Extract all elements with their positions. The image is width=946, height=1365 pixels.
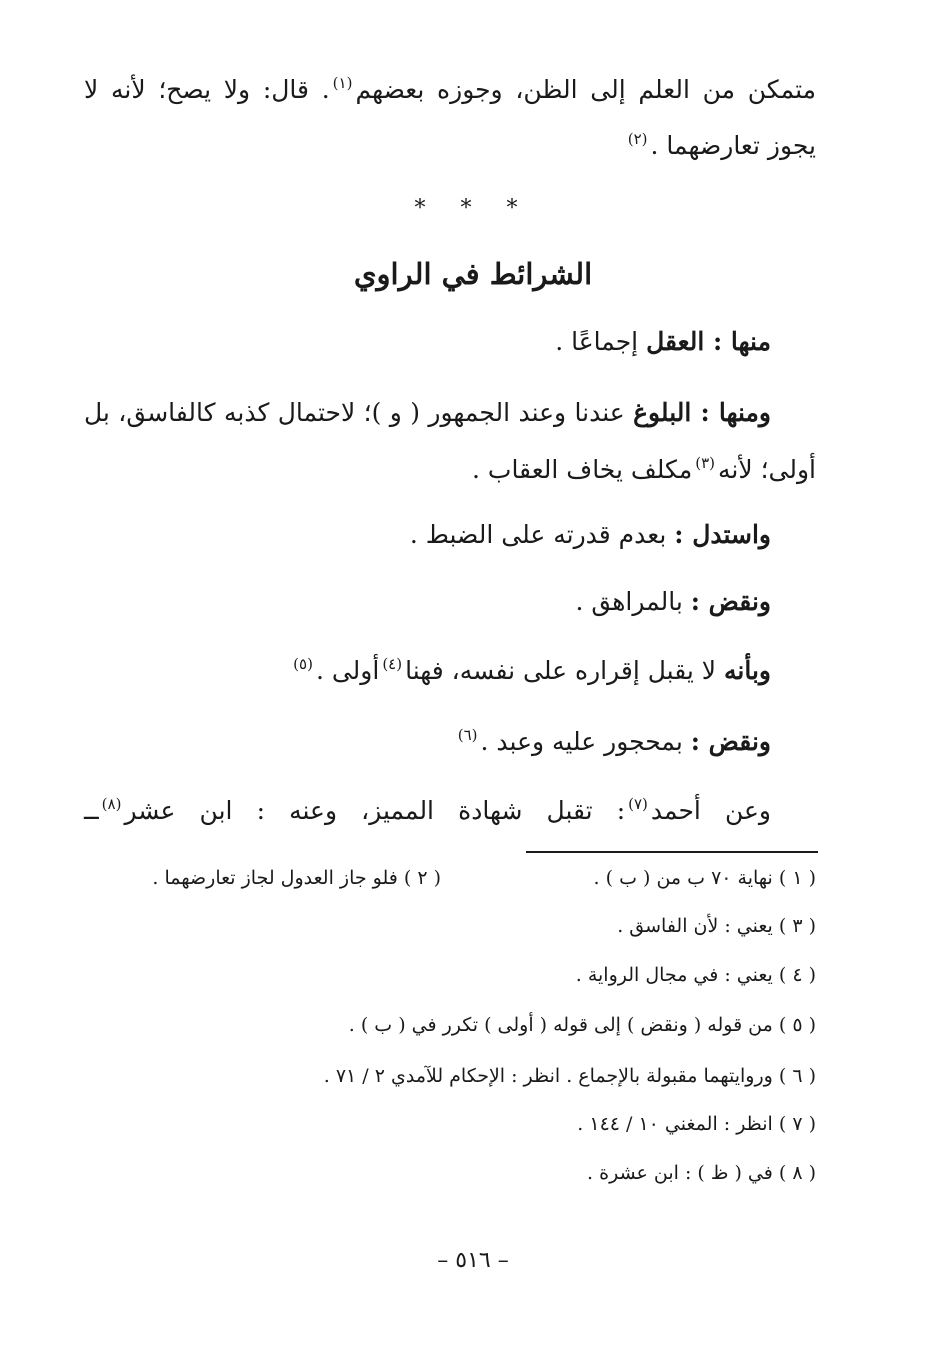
body-line-1 (84, 72, 816, 111)
paragraph-3-text: بعدم قدرته على الضبط . (409, 520, 667, 549)
paragraph-4-text: بالمراهق . (575, 587, 683, 616)
body-line-2-text: يجوز تعارضهما . (650, 131, 816, 160)
paragraph-1 (555, 324, 771, 360)
footnote-5: ( ٥ ) من قوله ( ونقض ) إلى قوله ( أولى ) تكرر في ( ب ) . (348, 1014, 816, 1036)
paragraph-4-keyword: ونقض : (690, 587, 771, 616)
paragraph-5-keyword: وبأنه (723, 656, 771, 685)
footnote-ref-3: (٣) (695, 454, 715, 472)
paragraph-5 (290, 653, 771, 692)
paragraph-3 (410, 517, 771, 553)
footnote-7: ( ٧ ) انظر : المغني ١٠ / ١٤٤ . (577, 1113, 816, 1135)
paragraph-6 (455, 724, 771, 763)
footnote-ref-6: (٦) (457, 726, 478, 744)
paragraph-5-text: لا يقبل إقراره على نفسه، فهنا (405, 656, 717, 685)
paragraph-6-keyword: ونقض : (690, 727, 771, 756)
page-number: – ٥١٦ – (437, 1248, 509, 1273)
body-line-1-text: متمكن من العلم إلى الظن، وجوزه بعضهم (355, 75, 817, 104)
section-heading: الشرائط في الراوي (353, 257, 593, 291)
paragraph-2-keyword: ومنها : البلوغ (633, 398, 772, 427)
body-line-2 (625, 128, 816, 167)
footnote-4: ( ٤ ) يعني : في مجال الرواية . (575, 964, 816, 986)
footnote-6: ( ٦ ) وروايتهما مقبولة بالإجماع . انظر : الإحكام للآمدي ٢ / ٧١ . (323, 1065, 816, 1087)
section-separator: * * * (414, 196, 532, 221)
paragraph-2-line-2a: أولى؛ لأنه (718, 455, 816, 484)
paragraph-4 (575, 584, 771, 620)
paragraph-2-text: عندنا وعند الجمهور ( و )؛ لاحتمال كذبه كالفاسق، بل (84, 398, 625, 427)
body-line-1-end: . قال: ولا يصح؛ لأنه لا (84, 75, 330, 104)
footnote-1: ( ١ ) نهاية ٧٠ ب من ( ب ) . (593, 867, 816, 889)
footnote-divider (526, 851, 818, 853)
footnote-ref-7: (٧) (628, 795, 648, 813)
paragraph-2-line-2b: مكلف يخاف العقاب . (472, 455, 693, 484)
paragraph-3-keyword: واستدل : (674, 520, 771, 549)
footnote-ref-5: (٥) (293, 655, 313, 673)
footnote-2: ( ٢ ) فلو جاز العدول لجاز تعارضهما . (152, 867, 441, 889)
paragraph-2 (84, 395, 771, 431)
paragraph-7-text-b: : تقبل شهادة المميز، وعنه : ابن عشر (124, 796, 626, 825)
footnote-8: ( ٨ ) في ( ظ ) : ابن عشرة . (587, 1162, 816, 1184)
paragraph-1-text: إجماعًا . (555, 327, 639, 356)
paragraph-7 (84, 793, 771, 832)
footnote-ref-2: (٢) (627, 130, 648, 148)
footnote-3: ( ٣ ) يعني : لأن الفاسق . (617, 915, 816, 937)
paragraph-7-dash: ــ (84, 796, 99, 825)
paragraph-1-keyword: منها : العقل (646, 327, 771, 356)
footnote-ref-8: (٨) (101, 795, 122, 813)
paragraph-2-line-2 (472, 452, 816, 491)
footnote-ref-1: (١) (332, 74, 353, 92)
paragraph-5-text-2: أولى . (315, 656, 380, 685)
footnote-ref-4: (٤) (382, 655, 403, 673)
paragraph-6-text: بمحجور عليه وعبد . (480, 727, 683, 756)
paragraph-7-text-a: وعن أحمد (650, 796, 771, 825)
